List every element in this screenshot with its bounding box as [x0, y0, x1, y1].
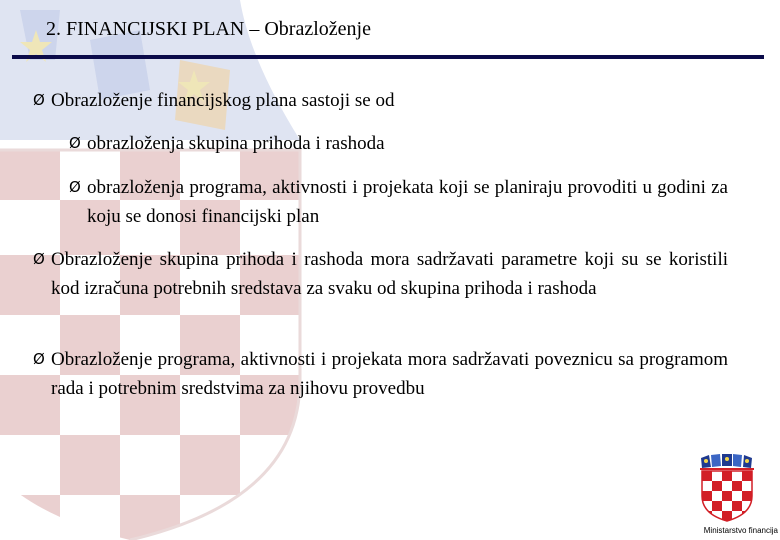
bullet-arrow-icon: Ø [69, 178, 81, 196]
bullet-item [33, 345, 728, 403]
coat-of-arms-logo-icon [698, 454, 756, 522]
bullet-item [33, 245, 728, 303]
bullet-text: obrazloženja skupina prihoda i rashoda [87, 133, 385, 154]
slide-title: 2. FINANCIJSKI PLAN – Obrazloženje [46, 18, 371, 40]
sub-bullet-item [69, 129, 728, 158]
bullet-item [33, 86, 728, 115]
bullet-text: Obrazloženje programa, aktivnosti i projekata mora sadržavati poveznicu sa programom rada i potrebnim sredstvima za njihovu provedbu [51, 349, 728, 399]
sub-bullet-item [69, 173, 728, 231]
bullet-text: Obrazloženje financijskog plana sastoji se od [51, 90, 395, 111]
bullet-arrow-icon: Ø [33, 91, 45, 109]
ministry-label: Ministarstvo financija [703, 526, 778, 535]
bullet-text: obrazloženja programa, aktivnosti i projekata koji se planiraju provoditi u godini za koju se donosi financijski plan [87, 177, 728, 227]
bullet-arrow-icon: Ø [69, 134, 81, 152]
bullet-text: Obrazloženje skupina prihoda i rashoda mora sadržavati parametre koji su se koristili kod izračuna potrebnih sredstava za svaku od skupina prihoda i rashoda [51, 249, 728, 299]
bullet-arrow-icon: Ø [33, 250, 45, 268]
bullet-arrow-icon: Ø [33, 350, 45, 368]
